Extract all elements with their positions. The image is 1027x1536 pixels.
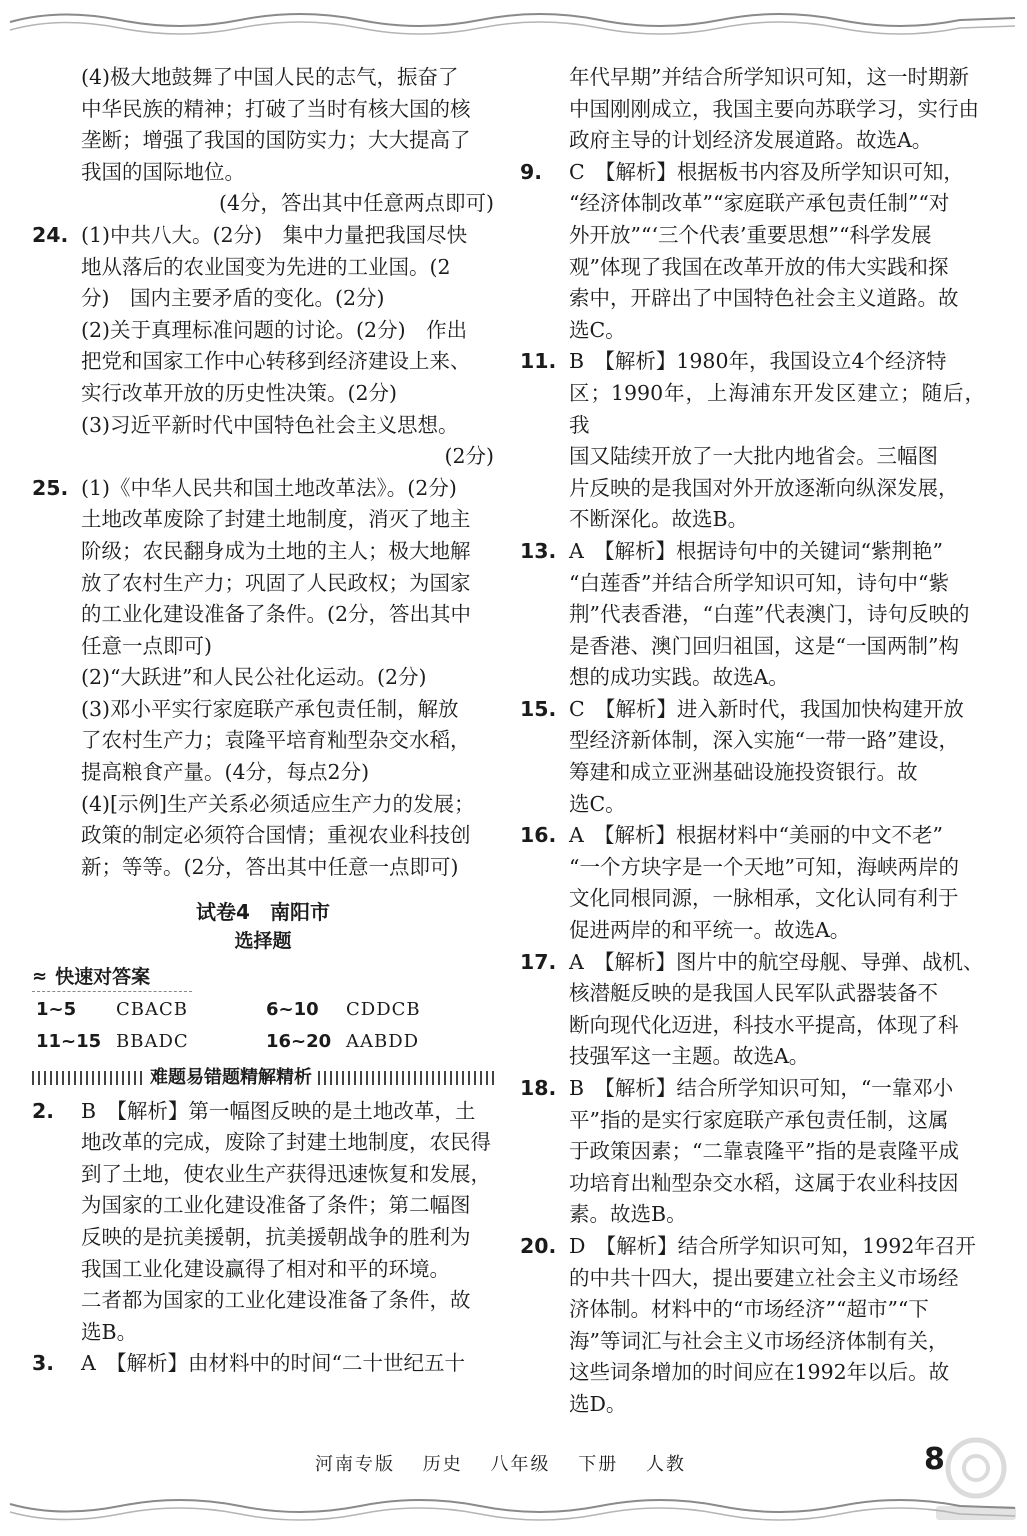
answer-line: 把党和国家工作中心转移到经济建设上来、 [81, 349, 471, 374]
answer-line: 促进两岸的和平统一。故选A。 [569, 918, 851, 943]
answer-line: 选B。 [81, 1319, 138, 1344]
question-9 [520, 157, 985, 347]
answer-line: 地改革的完成，废除了封建土地制度，农民得 [81, 1130, 491, 1155]
answer-line: (1)《中华人民共和国土地改革法》。(2分) [81, 475, 457, 500]
answer-line: “经济体制改革”“家庭联产承包责任制”“对 [569, 191, 950, 216]
question-number: 11. [520, 349, 557, 374]
question-15 [520, 694, 985, 820]
answer-line: 不断深化。故选B。 [569, 507, 749, 532]
answer-line: 地从落后的农业国变为先进的工业国。(2 [81, 254, 451, 279]
answer-line: (3)邓小平实行家庭联产承包责任制，解放 [81, 696, 459, 721]
answer-line: 济体制。材料中的“市场经济”“超市”“下 [569, 1297, 929, 1322]
question-number: 24. [32, 222, 69, 247]
question-number: 16. [520, 823, 557, 848]
answer-line: 文化同根同源，一脉相承，文化认同有利于 [569, 886, 959, 911]
quick-answer-title: 快速对答案 [55, 966, 151, 989]
answer-line: 提高粮食产量。(4分，每点2分) [81, 760, 370, 785]
question-number: 25. [32, 475, 69, 500]
answer-line: 核潜艇反映的是我国人民军队武器装备不 [569, 981, 938, 1006]
section-subtitle: 选择题 [234, 930, 292, 953]
answer-line: (2)关于真理标准问题的讨论。(2分) 作出 [81, 317, 468, 342]
answer-line: 外开放”“‘三个代表’重要思想”“科学发展 [569, 222, 932, 247]
question-3-continued [520, 62, 985, 157]
page-footer [315, 1449, 706, 1481]
wave-icon: ≈ [32, 966, 48, 988]
answer-line: B 【解析】结合所学知识可知，“一靠邓小 [569, 1076, 954, 1100]
answer-range: 11~15 [36, 1031, 102, 1053]
answer-line: 了农村生产力；袁隆平培育籼型杂交水稻， [81, 728, 471, 753]
answer-value: CBACB [116, 999, 188, 1021]
answer-line: 反映的是抗美援朝，抗美援朝战争的胜利为 [81, 1225, 471, 1249]
answer-line: 政策的制定必须符合国情；重视农业科技创 [81, 823, 471, 848]
section-title: 试卷4 南阳市 [196, 900, 330, 925]
answer-line: 想的成功实践。故选A。 [569, 665, 789, 690]
answer-line: 土地改革废除了封建土地制度，消灭了地主 [81, 507, 471, 532]
answer-line: 二者都为国家的工业化建设准备了条件，故 [81, 1288, 471, 1313]
answer-line: 政府主导的计划经济发展道路。故选A。 [569, 128, 933, 153]
answer-line: 区；1990年，上海浦东开发区建立；随后，我 [569, 380, 985, 437]
answer-line: 索中，开辟出了中国特色社会主义道路。故 [569, 286, 959, 311]
answer-line: 观”体现了我国在改革开放的伟大实践和探 [569, 254, 949, 279]
hatch-divider [32, 1071, 144, 1085]
answer-line: C 【解析】根据板书内容及所学知识可知， [569, 159, 964, 184]
answer-value: CDDCB [346, 999, 421, 1021]
q23-part4-line: (4)极大地鼓舞了中国人民的志气，振奋了 [81, 65, 459, 89]
answer-line: (4)[示例]生产关系必须适应生产力的发展； [81, 791, 475, 816]
answer-line: 这些词条增加的时间应在1992年以后。故 [569, 1360, 950, 1385]
answer-line: 的中共十四大，提出要建立社会主义市场经 [569, 1265, 959, 1290]
question-number: 20. [520, 1233, 557, 1258]
footer-edition: 河南专版 [315, 1454, 395, 1475]
answer-line: 选D。 [569, 1391, 627, 1416]
answer-line: 任意一点即可) [81, 633, 212, 658]
answer-line: 我国工业化建设赢得了相对和平的环境。 [81, 1256, 450, 1281]
answer-line: 海”等词汇与社会主义市场经济体制有关， [569, 1328, 949, 1353]
answer-value: BBADC [116, 1031, 189, 1053]
question-number: 13. [520, 538, 557, 563]
answer-line: 筹建和成立亚洲基础设施投资银行。故 [569, 760, 918, 785]
answer-line: B 【解析】1980年，我国设立4个经济特 [569, 349, 947, 374]
question-number: 3. [32, 1351, 55, 1376]
answer-line: 断向现代化迈进，科技水平提高，体现了科 [569, 1012, 959, 1037]
question-16 [520, 820, 985, 946]
question-number: 15. [520, 696, 557, 721]
quick-answer-header [32, 963, 192, 992]
answer-line: “一个方块字是一个天地”可知，海峡两岸的 [569, 854, 959, 879]
right-column [520, 62, 985, 1421]
footer-subject: 历史 [422, 1454, 463, 1475]
answer-line: 年代早期”并结合所学知识可知，这一时期新 [569, 65, 969, 89]
footer-publisher: 人教 [645, 1454, 686, 1475]
question-20 [520, 1231, 985, 1421]
answer-line: 选C。 [569, 317, 626, 342]
question-11 [520, 346, 985, 536]
footer-volume: 下册 [578, 1454, 619, 1475]
answer-line: 技强军这一主题。故选A。 [569, 1044, 810, 1069]
answer-line: 是香港、澳门回归祖国，这是“一国两制”构 [569, 633, 959, 658]
answer-line: 放了农村生产力；巩固了人民政权；为国家 [81, 570, 471, 595]
answer-line: 平”指的是实行家庭联产承包责任制，这属 [569, 1107, 949, 1132]
answer-line: A 【解析】根据诗句中的关键词“紫荆艳” [569, 538, 944, 563]
analysis-title: 难题易错题精解精析 [150, 1066, 312, 1088]
answer-line: 素。故选B。 [569, 1202, 687, 1227]
question-24 [32, 220, 494, 473]
q23-part4-line: 我国的国际地位。 [81, 159, 245, 184]
page-number: 8 [924, 1442, 945, 1477]
question-number: 9. [520, 159, 543, 184]
answer-line: (1)中共八大。(2分) 集中力量把我国尽快 [81, 222, 468, 247]
answer-line: 功培育出籼型杂交水稻，这属于农业科技因 [569, 1170, 959, 1195]
answer-line: 型经济新体制，深入实施“一带一路”建设， [569, 728, 959, 753]
top-decorative-border [0, 0, 1027, 40]
answer-line: C 【解析】进入新时代，我国加快构建开放 [569, 696, 964, 721]
answer-line: 阶级；农民翻身成为土地的主人；极大地解 [81, 538, 471, 563]
answer-line: A 【解析】图片中的航空母舰、导弹、战机、 [569, 949, 984, 974]
answer-line: 选C。 [569, 791, 626, 816]
answer-line: 的工业化建设准备了条件。(2分，答出其中 [81, 602, 472, 627]
answer-line: 到了土地，使农业生产获得迅速恢复和发展， [81, 1161, 491, 1186]
question-18 [520, 1073, 985, 1231]
q23-part4-line: 垄断；增强了我国的国防实力；大大提高了 [81, 128, 471, 153]
answer-line: (2)“大跃进”和人民公社化运动。(2分) [81, 665, 427, 690]
bottom-decorative-border [0, 1492, 1027, 1532]
answer-line: D 【解析】结合所学知识可知，1992年召开 [569, 1233, 976, 1258]
answer-line: “白莲香”并结合所学知识可知，诗句中“紫 [569, 570, 949, 595]
answer-line: (3)习近平新时代中国特色社会主义思想。 [81, 412, 459, 437]
question-13 [520, 536, 985, 694]
question-number: 18. [520, 1076, 557, 1100]
footer-grade: 八年级 [490, 1454, 551, 1475]
answer-line: 荆”代表香港，“白莲”代表澳门，诗句反映的 [569, 602, 970, 627]
question-number: 17. [520, 949, 557, 974]
question-25 [32, 473, 494, 884]
answer-line: 中国刚刚成立，我国主要向苏联学习，实行由 [569, 96, 979, 121]
answer-line: 片反映的是我国对外开放逐渐向纵深发展， [569, 475, 959, 500]
answer-line: B 【解析】第一幅图反映的是土地改革，土 [81, 1098, 476, 1123]
q23-part4-line: 中华民族的精神；打破了当时有核大国的核 [81, 96, 471, 121]
question-3 [32, 1348, 494, 1380]
analysis-header [32, 1064, 494, 1092]
answer-line: A 【解析】根据材料中“美丽的中文不老” [569, 823, 944, 848]
answer-line: 于政策因素；“二靠袁隆平”指的是袁隆平成 [569, 1139, 959, 1164]
answer-line: 新；等等。(2分，答出其中任意一点即可) [81, 854, 459, 879]
question-2 [32, 1096, 494, 1349]
answer-key-grid [32, 994, 494, 1057]
answer-line: 分) 国内主要矛盾的变化。(2分) [81, 286, 385, 311]
answer-line: 为国家的工业化建设准备了条件；第二幅图 [81, 1193, 471, 1218]
answer-range: 1~5 [36, 999, 77, 1021]
question-number: 2. [32, 1098, 55, 1123]
answer-line: 实行改革开放的历史性决策。(2分) [81, 380, 398, 405]
answer-line: A 【解析】由材料中的时间“二十世纪五十 [81, 1351, 466, 1376]
answer-range: 16~20 [266, 1031, 332, 1053]
score-note: (2分) [444, 444, 494, 469]
answer-range: 6~10 [266, 999, 319, 1021]
answer-line: 国又陆续开放了一大批内地省会。三幅图 [569, 444, 938, 469]
left-column [32, 62, 494, 1380]
answer-value: AABDD [346, 1031, 420, 1053]
q23-score-note: (4分，答出其中任意两点即可) [218, 191, 494, 216]
hatch-divider [318, 1071, 494, 1085]
question-17 [520, 947, 985, 1073]
